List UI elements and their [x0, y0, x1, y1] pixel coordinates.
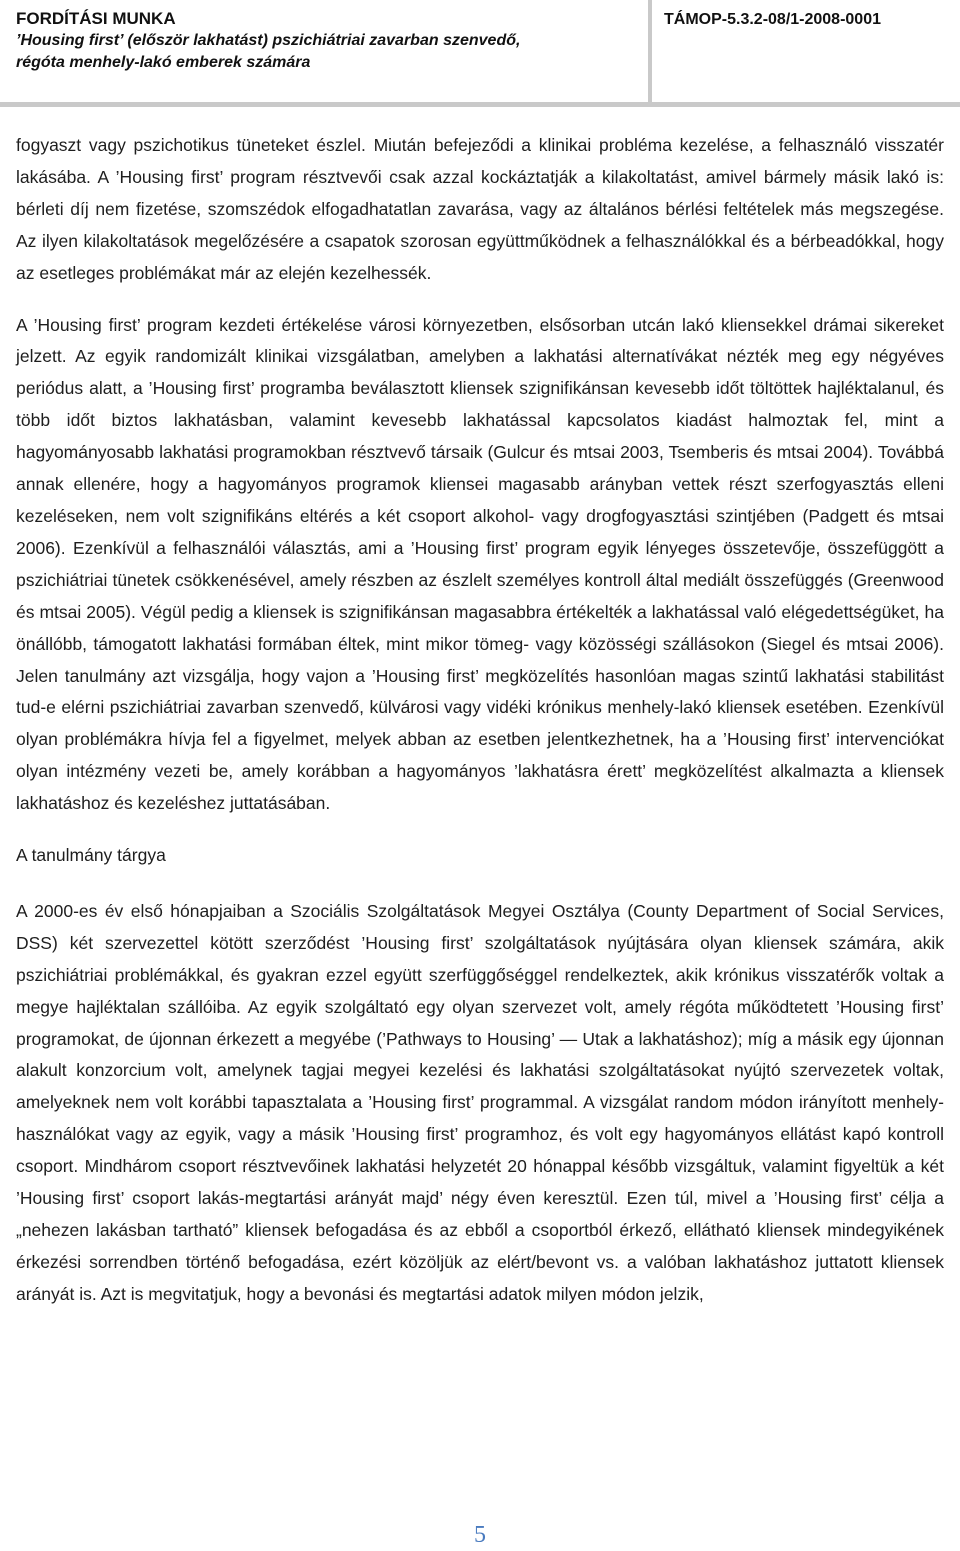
project-code: TÁMOP-5.3.2-08/1-2008-0001 [664, 11, 881, 28]
header-subtitle-line-1: ’Housing first’ (először lakhatást) pszichiátriai zavarban szenvedő, [16, 32, 521, 49]
body-paragraph-2: A ’Housing first’ program kezdeti értékelése városi környezetben, elsősorban utcán lakó kliensekkel drámai sikereket jelzett. Az egyik randomizált klinikai vizsgálatban, amelyben a lakhatási alternatívákat nézték meg egy négyéves periódus alatt, a ’Housing first’ programba beválasztott kliensek szignifikánsan kevesebb időt töltöttek hajléktalanul, és több időt biztos lakhatásban, valamint kevesebb lakhatással kapcsolatos kiadást halmoztak fel, mint a hagyományosabb lakhatási programokban résztvevő társaik (Gulcur és mtsai 2003, Tsemberis és mtsai 2004). Továbbá annak ellenére, hogy a hagyományos programok kliensei magasabb arányban vettek részt szerfogyasztás elleni kezeléseken, nem volt szignifikáns eltérés a két csoport alkohol- vagy drogfogyasztási szintjében (Padgett és mtsai 2006). Ezenkívül a felhasználói választás, ami a ’Housing first’ program egyik lényeges összetevője, összefüggött a pszichiátriai tünetek csökkenésével, amely részben az észlelt személyes kontroll által mediált összefüggés (Greenwood és mtsai 2005). Végül pedig a kliensek is szignifikánsan magasabbra értékelték a lakhatással való elégedettségüket, ha önállóbb, támogatott lakhatási formában éltek, mint mikor tömeg- vagy közösségi szállásokon (Siegel és mtsai 2006). Jelen tanulmány azt vizsgálja, hogy vajon a ’Housing first’ megközelítés hasonlóan magas szintű lakhatási stabilitást tud-e elérni pszichiátriai zavarban szenvedő, külvárosi vagy vidéki krónikus menhely-lakó kliensek esetében. Ezenkívül olyan problémákra hívja fel a figyelmet, melyek abban az esetben jelentkezhetnek, ha a ’Housing first’ intervenciókat olyan intézmény vezeti be, amely korábban a hagyományos ’lakhatásra érett’ megközelítést alkalmazta a kliensek lakhatáshoz és kezeléshez juttatásában. [16, 314, 944, 814]
body-paragraph-3: A 2000-es év első hónapjaiban a Szociális Szolgáltatások Megyei Osztálya (County Department of Social Services, DSS) két szervezettel kötött szerződést ’Housing first’ szolgáltatások nyújtására olyan kliensek számára, akik pszichiátriai problémákkal, és gyakran ezzel együtt szerfüggőséggel rendelkeztek, akik krónikus visszatérők voltak a megye hajléktalan szállóiba. Az egyik szolgáltató egy olyan szervezet volt, amely régóta működtetett ’Housing first’ programokat, de újonnan érkezett a megyébe (’Pathways to Housing’ — Utak a lakhatáshoz); míg a másik egy újonnan alakult konzorcium volt, amelynek tagjai megyei kezelési és lakhatási szolgáltatásokat nyújtó szervezetek voltak, amelyeknek nem volt korábbi tapasztalata a ’Housing first’ programmal. A vizsgálat random módon irányított menhely-használókat vagy az egyik, vagy a másik ’Housing first’ programhoz, és volt egy hagyományos ellátást kapó kontroll csoport. Mindhárom csoport résztvevőinek lakhatási helyzetét 20 hónappal később vizsgáltuk, valamint figyeltük a két ’Housing first’ csoport lakás-megtartási arányát majd’ négy éven keresztül. Ezen túl, mivel a ’Housing first’ célja a „nehezen lakásban tartható” kliensek befogadása és az ebből a csoportból érkező, ellátható kliensek mindegyikének érkezési sorrendben történő befogadása, ezért közöljük az elért/bevont vs. a valóban lakhatáshoz juttatott kliensek arányát is. Azt is megvitatjuk, hogy a bevonási és megtartási adatok milyen módon jelzik, [16, 900, 944, 1304]
page-number: 5 [474, 1522, 486, 1548]
header-subtitle-line-2: régóta menhely-lakó emberek számára [16, 54, 311, 71]
section-heading: A tanulmány tárgya [16, 845, 166, 866]
body-paragraph-1: fogyaszt vagy pszichotikus tüneteket észlel. Miután befejeződi a klinikai probléma kezelése, a felhasználó visszatér lakásába. A ’Housing first’ program résztvevői csak azzal kockáztatják a kilakoltatást, amivel bármely másik lakó is: bérleti díj nem fizetése, szomszédok elfogadhatatlan zavarása, vagy az általános bérlési feltételek más megszegése. Az ilyen kilakoltatások megelőzésére a csapatok szorosan együttműködnek a felhasználókkal és a bérbeadókkal, hogy az esetleges problémákat már az elején kezelhessék. [16, 135, 944, 283]
header-title: FORDÍTÁSI MUNKA [16, 9, 176, 28]
document-body [16, 130, 944, 1331]
header-left-block [16, 8, 636, 74]
header-horizontal-divider [0, 102, 960, 107]
header-vertical-divider [648, 0, 652, 106]
document-header [0, 0, 960, 108]
